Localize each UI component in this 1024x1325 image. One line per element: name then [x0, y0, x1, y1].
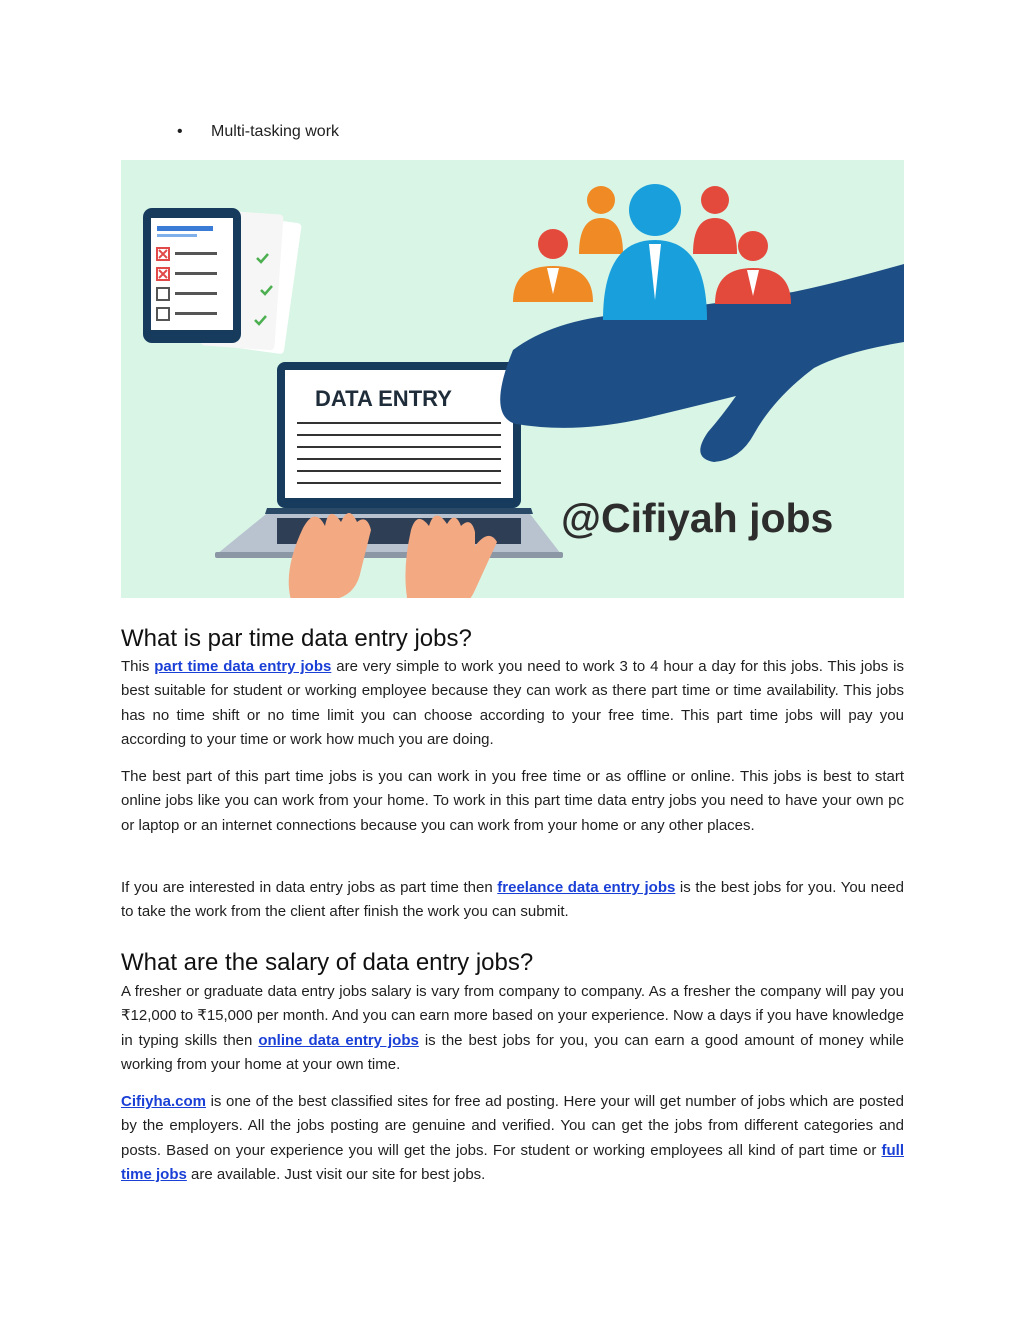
paragraph-text: are very simple to work you need to work 3 to 4 hour a day for this jobs. This jobs is best suitable for student or working employee because they can work as there part time or time availability. This jobs has no time shift or no time limit you can choose according to your free time. This part time jobs will pay you according to your time or work how much you are doing. — [121, 658, 904, 749]
paragraph-text: If you are interested in data entry jobs as part time then — [121, 879, 498, 896]
paragraph-text: is the best jobs for you. You need to take the work from the client after finish the work you can submit. — [121, 879, 904, 921]
paragraph: The best part of this part time jobs is you can work in you free time or as offline or online. This jobs is best to start online jobs like you can work from your home. To work in this part time data entry jobs you need to have your own pc or laptop or an internet connections because you can work from your home or any other places. — [121, 768, 904, 834]
paragraph — [121, 980, 904, 1078]
hero-image — [121, 160, 904, 598]
paragraph — [121, 655, 904, 753]
section-heading-salary: What are the salary of data entry jobs? — [121, 949, 534, 976]
part-time-data-entry-jobs-link[interactable]: part time data entry jobs — [154, 658, 332, 675]
bullet-dot-icon: • — [177, 123, 183, 140]
checklist-clipboard-icon — [143, 208, 302, 354]
paragraph-text: This — [121, 658, 155, 675]
paragraph-text: are available. Just visit our site for best jobs. — [186, 1166, 486, 1184]
bullet-text: Multi-tasking work — [211, 123, 340, 140]
brand-watermark: @Cifiyah jobs — [561, 495, 834, 541]
section-heading-what-is: What is par time data entry jobs? — [121, 625, 472, 652]
cifiyha-site-link[interactable]: Cifiyha.com — [121, 1093, 207, 1110]
paragraph-text: is one of the best classified sites for free ad posting. Here your will get number of jobs which are posted by the employers. All the jobs posting are genuine and verified. You can get the jobs from different categories and posts. Based on your experience you will get the jobs. For student or working employees all kind of part time or — [121, 1093, 904, 1159]
paragraph-text: is the best jobs for you, you can earn a good amount of money while working from your home at your own time. — [121, 1031, 904, 1074]
full-time-jobs-link[interactable]: full time jobs — [121, 1141, 904, 1184]
paragraph — [121, 1090, 904, 1188]
paragraph-text: A fresher or graduate data entry jobs salary is vary from company to company. As a fresher the company will pay you ₹12,000 to ₹15,000 per month. And you can earn more based on your experience. Now a days if you have knowledge in typing skills then — [121, 983, 904, 1049]
data-entry-label: DATA ENTRY — [315, 386, 452, 411]
paragraph — [121, 876, 904, 925]
freelance-data-entry-jobs-link[interactable]: freelance data entry jobs — [497, 879, 676, 896]
online-data-entry-jobs-link[interactable]: online data entry jobs — [258, 1031, 419, 1049]
